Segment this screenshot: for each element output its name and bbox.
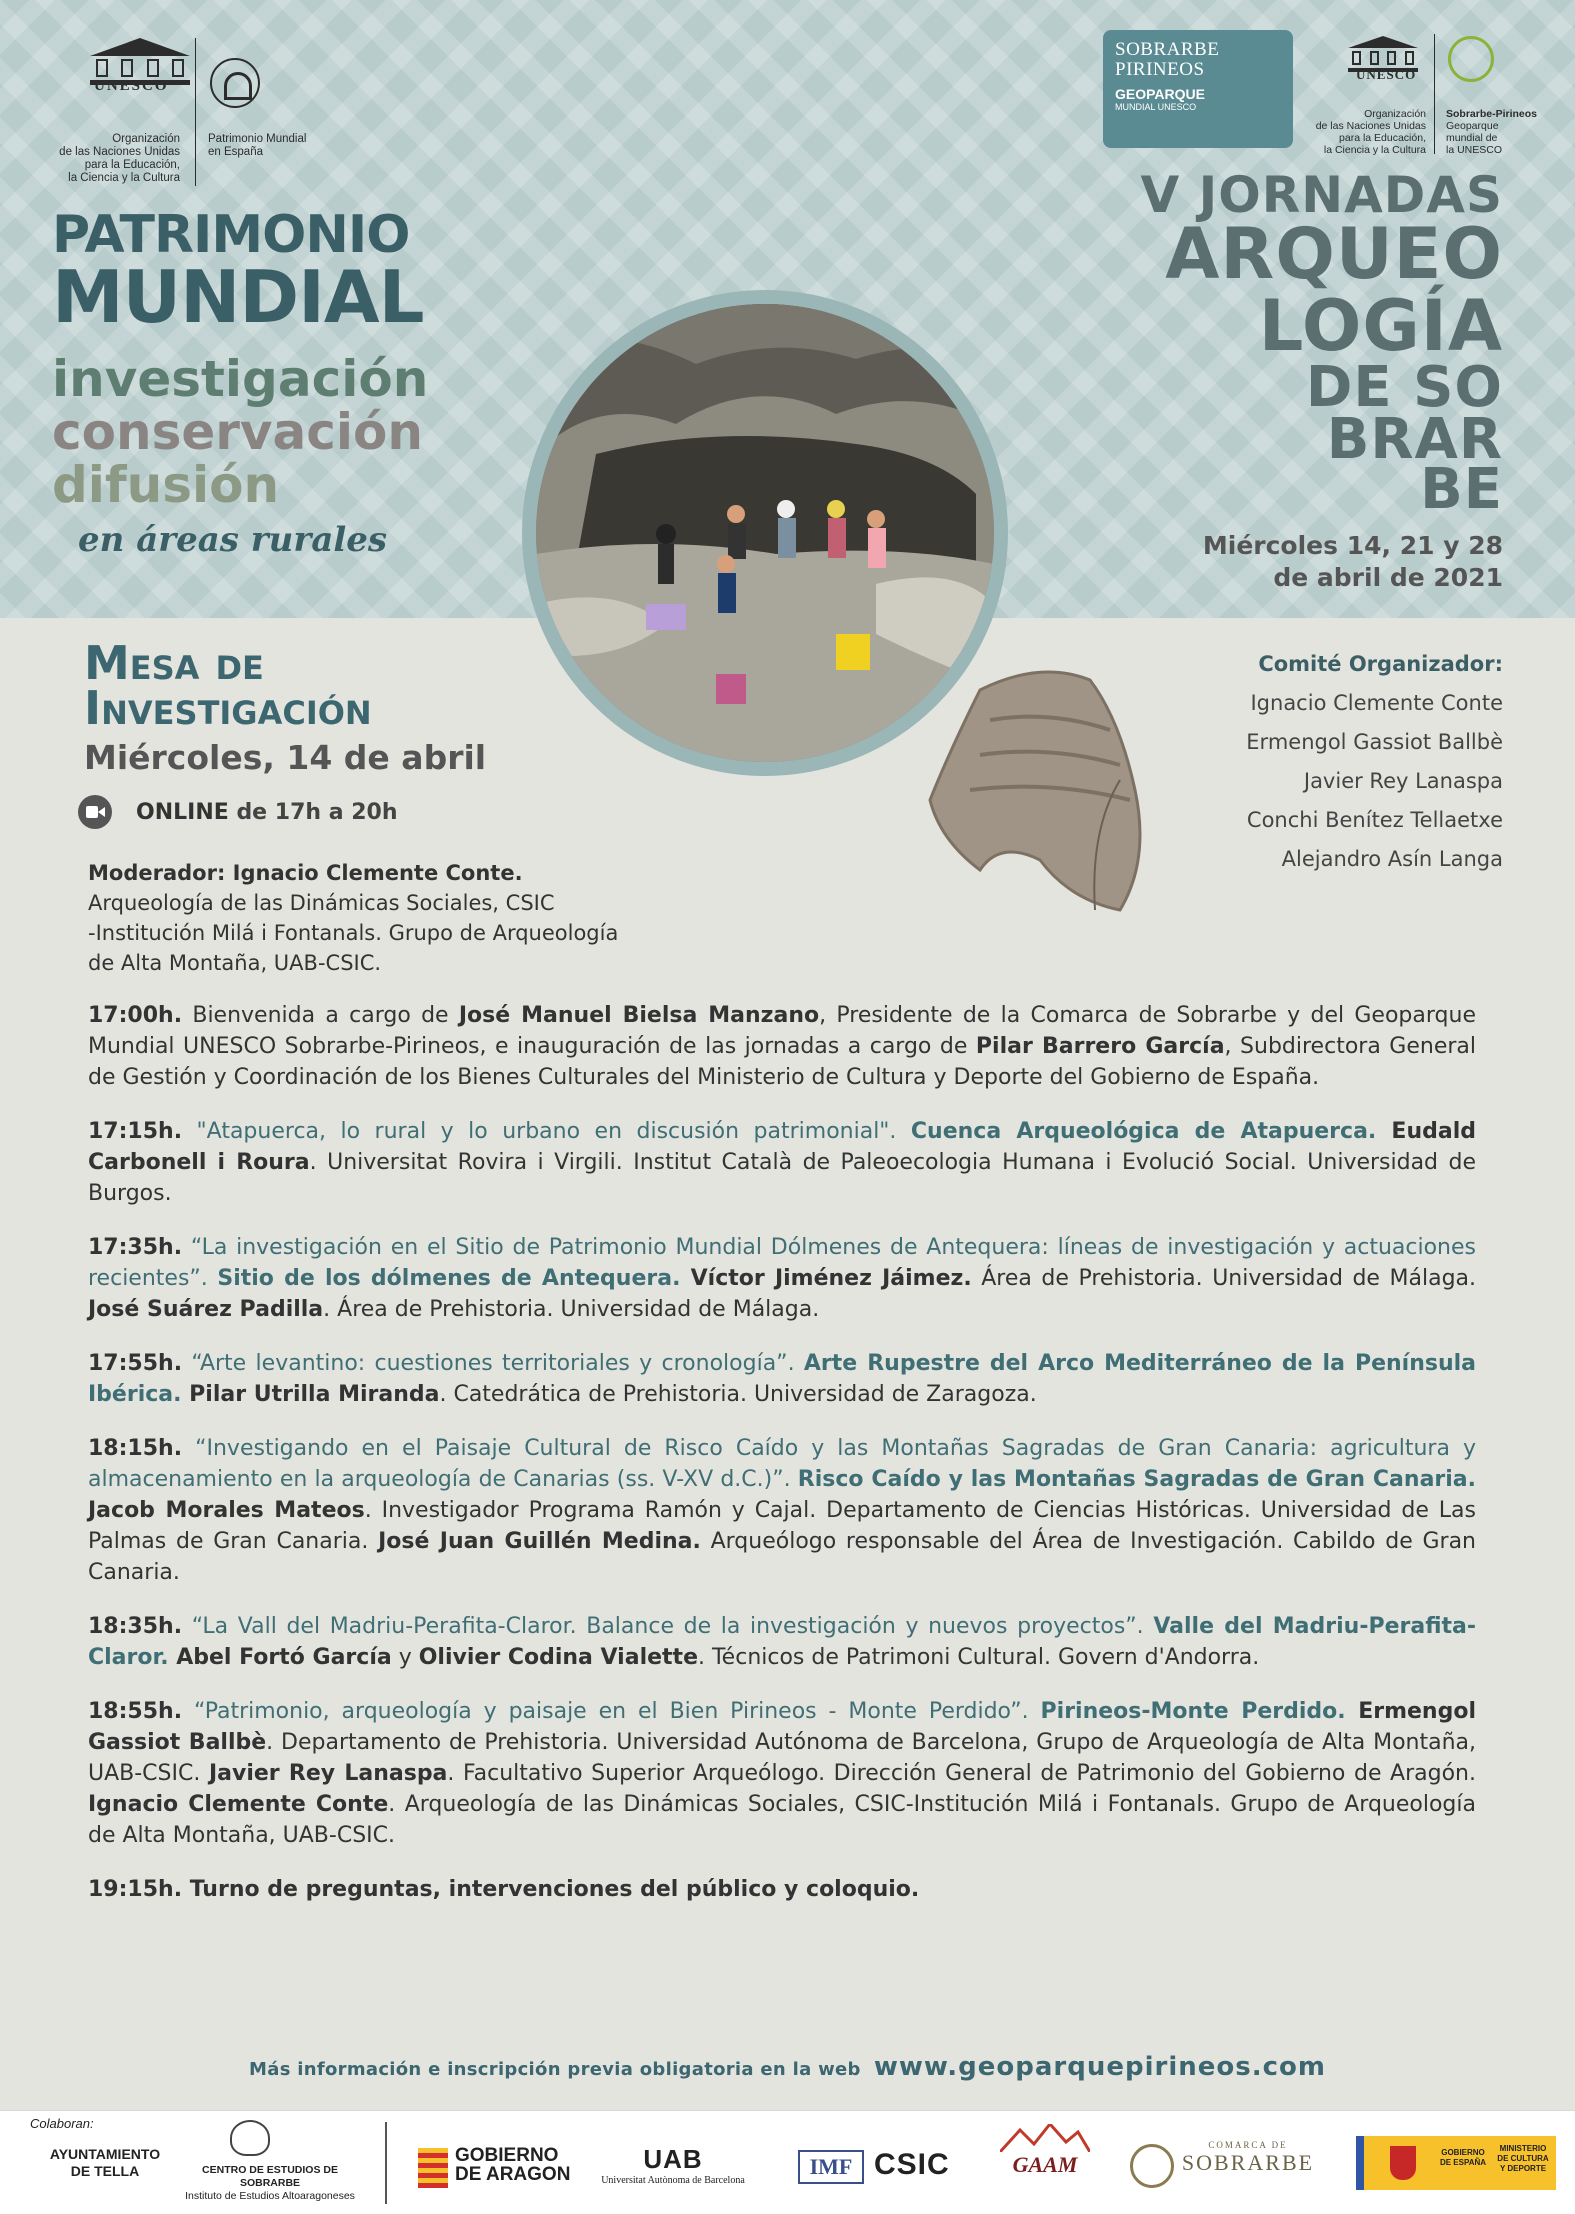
- title-conservacion: conservación: [52, 403, 423, 461]
- unesco-word-right: UNESCO: [1356, 67, 1417, 82]
- title-mundial: MUNDIAL: [52, 255, 424, 339]
- imf-logo: IMF: [798, 2150, 864, 2184]
- ayuntamiento-tella-logo: AYUNTAMIENTO DE TELLA: [49, 2146, 161, 2179]
- jornadas-title-5: BRAR: [1326, 407, 1503, 472]
- program-item-1700: 17:00h. Bienvenida a cargo de José Manuel Bielsa Manzano, Presidente de la Comarca de Sobrarbe y del Geoparque Mundial UNESCO Sobrarbe-Pirineos, e inauguración de las jornadas a cargo de Pilar Barrero García, Subdirectora General de Gestión y Coordinación de los Bienes Culturales del Ministerio de Cultura y Deporte del Gobierno de España.: [88, 1003, 1477, 1090]
- program-item-1835: 18:35h. “La Vall del Madriu-Perafita-Claror. Balance de la investigación y nuevos proyectos”. Valle del Madriu-Perafita-Claror. Abel Fortó García y Olivier Codina Vialette. Técnicos de Patrimoni Cultural. Govern d'Andorra.: [88, 1614, 1476, 1670]
- gobierno-espana-label: GOBIERNO DE ESPAÑA: [1436, 2136, 1490, 2190]
- sobrarbe-geoparque-logo: SOBRARBE PIRINEOS GEOPARQUE MUNDIAL UNESCO: [1103, 30, 1293, 148]
- more-info-line: Más información e inscripción previa obligatoria en la web www.geoparquepirineos.com: [249, 2052, 1326, 2082]
- unesco-logo-block: [50, 38, 340, 188]
- committee-member: Ermengol Gassiot Ballbè: [1246, 730, 1503, 754]
- title-difusion: difusión: [52, 456, 280, 514]
- spain-government-emblem-icon: [1356, 2136, 1436, 2190]
- unesco-word: UNESCO: [94, 78, 169, 94]
- mesa-title-1: Mesa de: [84, 636, 264, 690]
- program-item-1915: 19:15h. Turno de preguntas, intervenciones del público y coloquio.: [88, 1877, 920, 1902]
- world-heritage-icon: [210, 58, 260, 108]
- mountains-icon: [1000, 2124, 1090, 2152]
- committee-member: Alejandro Asín Langa: [1281, 847, 1503, 871]
- moderator-info: Moderador: Ignacio Clemente Conte. Arqueología de las Dinámicas Sociales, CSIC -Institución Milá i Fontanals. Grupo de Arqueología de Alta Montaña, UAB-CSIC.: [88, 861, 619, 975]
- gaam-logo: GAAM: [1012, 2152, 1078, 2177]
- video-camera-icon: [78, 795, 112, 829]
- committee-member: Conchi Benítez Tellaetxe: [1246, 808, 1503, 832]
- title-patrimonio: PATRIMONIO: [52, 205, 410, 265]
- committee-title: Comité Organizador:: [1258, 652, 1503, 676]
- geoparque-label: Sobrarbe-Pirineos Geoparque mundial de la UNESCO: [1446, 108, 1538, 156]
- jornadas-title-3: LOGÍA: [1258, 285, 1503, 367]
- csic-logo: CSIC: [874, 2148, 950, 2181]
- comarca-sobrarbe-logo: COMARCA DE SOBRARBE: [1181, 2140, 1315, 2175]
- ceso-logo: CENTRO DE ESTUDIOS DE SOBRARBE Instituto de Estudios Altoaragoneses: [185, 2164, 355, 2202]
- website-link[interactable]: www.geoparquepirineos.com: [873, 2052, 1326, 2082]
- title-investigacion: investigación: [52, 350, 429, 408]
- committee-member: Ignacio Clemente Conte: [1250, 691, 1503, 715]
- organizing-committee: [1246, 645, 1503, 879]
- wh-spain-label: Patrimonio Mundial en España: [208, 133, 307, 158]
- ministerio-cultura-label: MINISTERIO DE CULTURA Y DEPORTE: [1490, 2136, 1556, 2190]
- jornadas-title-6: BE: [1420, 457, 1503, 522]
- program-item-1815: 18:15h. “Investigando en el Paisaje Cultural de Risco Caído y las Montañas Sagradas de Gran Canaria: agricultura y almacenamiento en la arqueología de Canarias (ss. V-XV d.C.)”. Risco Caído y las Montañas Sagradas de Gran Canaria. Jacob Morales Mateos. Investigador Programa Ramón y Cajal. Departamento de Ciencias Históricas. Universidad de Las Palmas de Gran Canaria. José Juan Guillén Medina. Arqueólogo responsable del Área de Investigación. Cabildo de Gran Canaria.: [88, 1436, 1477, 1585]
- program-item-1755: 17:55h. “Arte levantino: cuestiones territoriales y cronología”. Arte Rupestre del Arco Mediterráneo de la Península Ibérica. Pilar Utrilla Miranda. Catedrática de Prehistoria. Universidad de Zaragoza.: [88, 1351, 1476, 1407]
- committee-member: Javier Rey Lanaspa: [1303, 769, 1503, 793]
- ceso-emblem-icon: [230, 2120, 270, 2156]
- program-list: [88, 1000, 1476, 1928]
- gobierno-aragon-logo: GOBIERNO DE ARAGON: [455, 2145, 571, 2185]
- geoparque-globe-icon: [1448, 36, 1494, 82]
- uab-logo: UAB Universitat Autònoma de Barcelona: [601, 2144, 745, 2186]
- program-item-1735: 17:35h. “La investigación en el Sitio de Patrimonio Mundial Dólmenes de Antequera: líneas de investigación y actuaciones recientes”. Sitio de los dólmenes de Antequera. Víctor Jiménez Jáimez. Área de Prehistoria. Universidad de Málaga. José Suárez Padilla. Área de Prehistoria. Universidad de Málaga.: [88, 1235, 1477, 1322]
- online-schedule: ONLINE de 17h a 20h: [136, 800, 398, 825]
- colaboran-label: Colaboran:: [30, 2116, 94, 2131]
- jornadas-title-2: ARQUEO: [1165, 213, 1503, 295]
- jornadas-title-1: V JORNADAS: [1140, 166, 1503, 224]
- aragon-flag-icon: [418, 2148, 448, 2188]
- unesco-org-text: Organización de las Naciones Unidas para la Educación, la Ciencia y la Cultura: [59, 133, 180, 184]
- comarca-emblem-icon: [1130, 2144, 1174, 2188]
- program-item-1715: 17:15h. "Atapuerca, lo rural y lo urbano en discusión patrimonial". Cuenca Arqueológica de Atapuerca. Eudald Carbonell i Roura. Universitat Rovira i Virgili. Institut Català de Paleoecologia Humana i Evolució Social. Universidad de Burgos.: [88, 1119, 1477, 1206]
- mesa-title-2: Investigación: [84, 681, 372, 735]
- pottery-sherd-image: [920, 660, 1160, 920]
- mesa-date: Miércoles, 14 de abril: [84, 738, 487, 777]
- jornadas-title-4: DE SO: [1305, 355, 1503, 420]
- title-areas-rurales: en áreas rurales: [78, 520, 388, 560]
- program-item-1855: 18:55h. “Patrimonio, arqueología y paisaje en el Bien Pirineos - Monte Perdido”. Pirineos-Monte Perdido. Ermengol Gassiot Ballbè. Departamento de Prehistoria. Universidad Autónoma de Barcelona, Grupo de Arqueología de Alta Montaña, UAB-CSIC. Javier Rey Lanaspa. Facultativo Superior Arqueólogo. Dirección General de Patrimonio del Gobierno de Aragón. Ignacio Clemente Conte. Arqueología de las Dinámicas Sociales, CSIC-Institución Milá i Fontanals. Grupo de Arqueología de Alta Montaña, UAB-CSIC.: [88, 1699, 1476, 1848]
- jornadas-dates: Miércoles 14, 21 y 28 de abril de 2021: [1202, 531, 1503, 592]
- unesco-org-text-right: Organización de las Naciones Unidas para la Educación, la Ciencia y la Cultura: [1315, 108, 1426, 156]
